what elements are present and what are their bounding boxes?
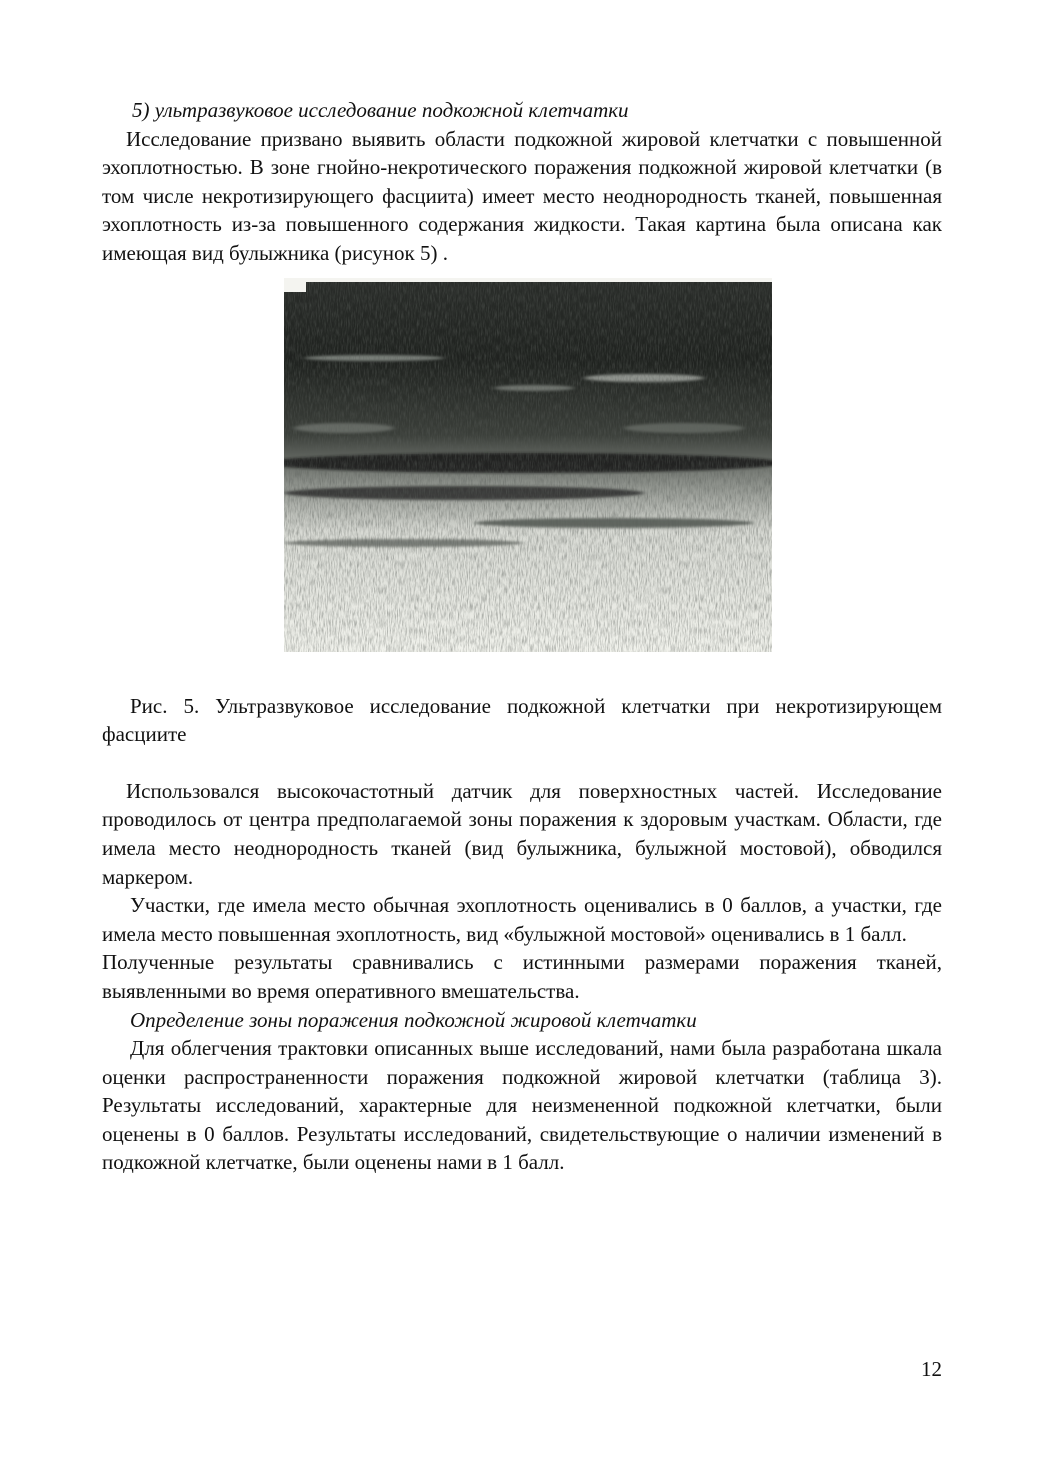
subheading: Определение зоны поражения подкожной жировой клетчатки (130, 1007, 697, 1032)
figure-caption: Рис. 5. Ультразвуковое исследование подкожной клетчатки при некротизирующем фасциите (102, 693, 942, 747)
page-content (102, 96, 942, 1177)
paragraph-4: Полученные результаты сравнивались с истинными размерами поражения тканей, выявленными во время оперативного вмешательства. (102, 950, 942, 1003)
section-heading: 5) ультразвуковое исследование подкожной клетчатки (132, 98, 629, 122)
paragraph-3: Участки, где имела место обычная эхоплотность оценивались в 0 баллов, а участки, где имела место повышенная эхоплотность, вид «булыжной мостовой» оценивались в 1 балл. (102, 893, 942, 946)
ultrasound-image (284, 278, 772, 652)
ultrasound-figure (284, 278, 772, 652)
paragraph-1: Исследование призвано выявить области подкожной жировой клетчатки с повышенной эхоплотностью. В зоне гнойно-некротического поражения подкожной жировой клетчатки (в том числе некротизирующего фасциита) имеет место неоднородность тканей, повышенная эхоплотность из-за повышенного содержания жидкости. Такая картина была описана как имеющая вид булыжника (рисунок 5) . (102, 126, 942, 265)
page-number: 12 (921, 1357, 942, 1381)
paragraph-5: Для облегчения трактовки описанных выше исследований, нами была разработана шкала оценки распространенности поражения подкожной жировой клетчатки (таблица 3). Результаты исследований, характерные для неизмененной подкожной клетчатки, были оценены в 0 баллов. Результаты исследований, свидетельствующие о наличии изменений в подкожной клетчатке, были оценены нами в 1 балл. (102, 1036, 942, 1175)
paragraph-2: Использовался высокочастотный датчик для поверхностных частей. Исследование проводилось от центра предполагаемой зоны поражения к здоровым участкам. Области, где имела место неоднородность тканей (вид булыжника, булыжной мостовой), обводился маркером. (102, 778, 942, 889)
